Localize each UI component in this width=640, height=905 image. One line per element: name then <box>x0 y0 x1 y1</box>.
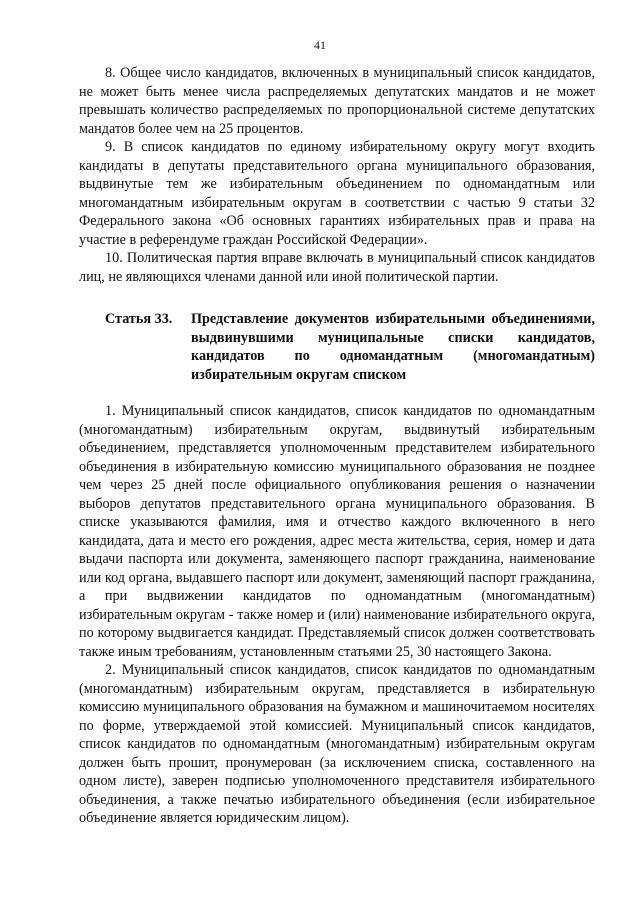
article-title: Представление документов избирательными объединениями, выдвинувшими муниципальные списки кандидатов, кандидатов по одномандатным (многомандатным) избирательным округам списком <box>191 311 595 383</box>
article-number: Статья 33. <box>105 311 173 327</box>
paragraph-9: 9. В список кандидатов по единому избирательному округу могут входить кандидаты в депутаты представительного органа муниципального образования, выдвинутые тем же избирательным объединением по одномандатным или многомандатным избирательным округам в соответствии с частью 9 статьи 32 Федерального закона «Об основных гарантиях избирательных прав и права на участие в референдуме граждан Российской Федерации». <box>79 139 595 248</box>
document-body <box>79 64 595 828</box>
page-number: 41 <box>314 38 326 52</box>
paragraph-8: 8. Общее число кандидатов, включенных в муниципальный список кандидатов, не может быть менее числа распределяемых депутатских мандатов и не может превышать количество распределяемых по пропорциональной системе депутатских мандатов более чем на 25 процентов. <box>79 65 595 137</box>
article-paragraph-2: 2. Муниципальный список кандидатов, список кандидатов по одномандатным (многомандатным) избирательным округам, представляется в избирательную комиссию муниципального образования на бумажном и машиночитаемом носителях по форме, утверждаемой этой комиссией. Муниципальный список кандидатов, список кандидатов по одномандатным (многомандатным) избирательным округам должен быть прошит, пронумерован (за исключением списка, составленного на одном листе), заверен подписью уполномоченного представителя избирательного объединения, а также печатью избирательного объединения (если избирательное объединение является юридическим лицом). <box>79 662 595 826</box>
article-heading <box>79 310 595 384</box>
paragraph-10: 10. Политическая партия вправе включать в муниципальный список кандидатов лиц, не являющихся членами данной или иной политической партии. <box>79 250 595 285</box>
article-paragraph-1: 1. Муниципальный список кандидатов, список кандидатов по одномандатным (многомандатным) избирательным округам, выдвинутый избирательным объединением, представляется уполномоченным представителем избирательного объединения в избирательную комиссию муниципального образования не позднее чем через 25 дней после официального опубликования решения о назначении выборов депутатов представительного органа муниципального образования. В списке указываются фамилия, имя и отчество каждого включенного в него кандидата, дата и место его рождения, адрес места жительства, серия, номер и дата выдачи паспорта или документа, заменяющего паспорт гражданина, наименование или код органа, выдавшего паспорт или документ, заменяющий паспорт гражданина, а при выдвижении кандидатов по одномандатным (многомандатным) избирательным округам - также номер и (или) наименование избирательного округа, по которому выдвигается кандидат. Представляемый список должен соответствовать также иным требованиям, установленным статьями 25, 30 настоящего Закона. <box>79 403 595 660</box>
